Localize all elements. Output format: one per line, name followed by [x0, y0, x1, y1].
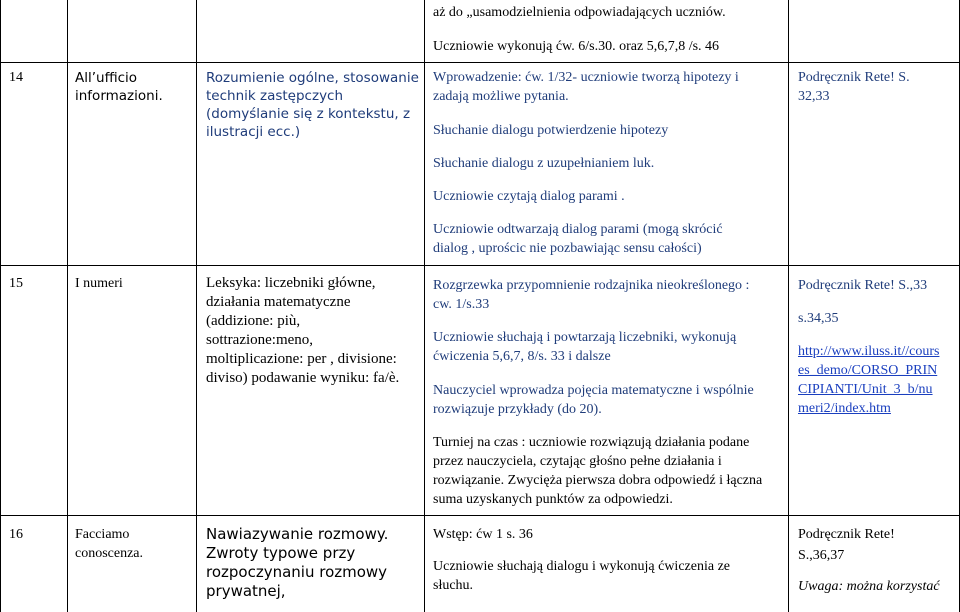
row-16-activity-3: słuchu.	[433, 578, 474, 593]
row-15-activity-5: Nauczyciel wprowadza pojęcia matematyczne i wspólnie	[433, 383, 754, 398]
row-14-goal-4: ilustracji ecc.)	[206, 124, 301, 140]
row-14-material-1: Podręcznik Rete! S.	[798, 70, 910, 85]
grid-line	[0, 62, 960, 63]
row-15-link-4[interactable]: meri2/index.htm	[798, 401, 891, 416]
row-14-activity-1: Wprowadzenie: ćw. 1/32- uczniowie tworzą hipotezy i	[433, 70, 739, 85]
row-15-activity-7: Turniej na czas : uczniowie rozwiązują działania podane	[433, 435, 750, 450]
row-15-link-3[interactable]: CIPIANTI/Unit_3_b/nu	[798, 382, 933, 397]
grid-line	[0, 515, 960, 516]
row-15-activity-6: rozwiązuje przykłady (do 20).	[433, 402, 602, 417]
row-14-activity-3: Słuchanie dialogu potwierdzenie hipotezy	[433, 123, 669, 138]
row-15-activity-9: rozwiązanie. Zwycięża pierwsza dobra odpowiedź i łączna	[433, 473, 763, 488]
row-14-goal-2: technik zastępczych	[206, 88, 344, 104]
row-16-topic-1: Facciamo	[75, 527, 130, 542]
row-16-goal-1: Nawiazywanie rozmowy.	[206, 525, 389, 543]
row-15-material-1: Podręcznik Rete! S.,33	[798, 278, 928, 293]
grid-line	[0, 265, 960, 266]
row-16-material-3: Uwaga: można korzystać	[798, 579, 940, 594]
row-14-activity-5: Uczniowie czytają dialog parami .	[433, 189, 625, 204]
row-15-goal-6: diviso) podawanie wyniku: fa/è.	[206, 370, 400, 386]
row-14-material-2: 32,33	[798, 89, 830, 104]
row-15-goal-4: sottrazione:meno,	[206, 332, 314, 348]
row-15-goal-3: (addizione: più,	[206, 313, 301, 329]
row-14-topic-1: All’ufficio	[75, 70, 138, 86]
grid-line	[196, 0, 197, 612]
row-15-activity-8: przez nauczyciela, czytając głośno pełne działania i	[433, 454, 722, 469]
row-15-goal-1: Leksyka: liczebniki główne,	[206, 275, 376, 291]
row-14-goal-3: (domyślanie się z kontekstu, z	[206, 106, 411, 122]
row-15-number: 15	[9, 276, 23, 291]
top-line-1: aż do „usamodzielnienia odpowiadających uczniów.	[433, 5, 726, 20]
row-16-activity-1: Wstęp: ćw 1 s. 36	[433, 527, 533, 542]
row-14-goal-1: Rozumienie ogólne, stosowanie	[206, 70, 419, 86]
row-15-activity-10: suma uzyskanych punktów za odpowiedzi.	[433, 492, 673, 507]
row-16-activity-2: Uczniowie słuchają dialogu i wykonują ćwiczenia ze	[433, 559, 730, 574]
row-14-activity-6: Uczniowie odtwarzają dialog parami (mogą skrócić	[433, 222, 723, 237]
row-16-material-2: S.,36,37	[798, 548, 845, 563]
row-14-activity-4: Słuchanie dialogu z uzupełnianiem luk.	[433, 156, 655, 171]
row-15-link-2[interactable]: es_demo/CORSO_PRIN	[798, 363, 938, 378]
row-16-number: 16	[9, 527, 23, 542]
grid-line	[424, 0, 425, 612]
row-16-goal-4: prywatnej,	[206, 582, 286, 600]
row-15-topic-1: I numeri	[75, 276, 123, 291]
row-16-goal-3: rozpoczynaniu rozmowy	[206, 563, 388, 581]
row-14-activity-7: dialog , uprościc nie pozbawiając sensu całości)	[433, 241, 702, 256]
row-14-topic-2: informazioni.	[75, 88, 163, 104]
row-16-topic-2: conoscenza.	[75, 546, 144, 561]
row-15-activity-1: Rozgrzewka przypomnienie rodzajnika nieokreślonego :	[433, 278, 750, 293]
row-15-activity-4: ćwiczenia 5,6,7, 8/s. 33 i dalsze	[433, 349, 611, 364]
row-16-goal-2: Zwroty typowe przy	[206, 544, 356, 562]
row-15-goal-5: moltiplicazione: per , divisione:	[206, 351, 397, 367]
row-15-activity-3: Uczniowie słuchają i powtarzają liczebniki, wykonują	[433, 330, 737, 345]
grid-line	[788, 0, 789, 612]
row-15-link-1[interactable]: http://www.iluss.it//cours	[798, 344, 940, 359]
row-14-number: 14	[9, 70, 23, 85]
grid-line	[0, 0, 1, 612]
top-line-2: Uczniowie wykonują ćw. 6/s.30. oraz 5,6,7,8 /s. 46	[433, 39, 720, 54]
row-15-goal-2: działania matematyczne	[206, 294, 351, 310]
row-15-material-2: s.34,35	[798, 311, 839, 326]
row-15-activity-2: cw. 1/s.33	[433, 297, 490, 312]
row-16-material-1: Podręcznik Rete!	[798, 527, 895, 542]
grid-line	[67, 0, 68, 612]
row-14-activity-2: zadają możliwe pytania.	[433, 89, 569, 104]
